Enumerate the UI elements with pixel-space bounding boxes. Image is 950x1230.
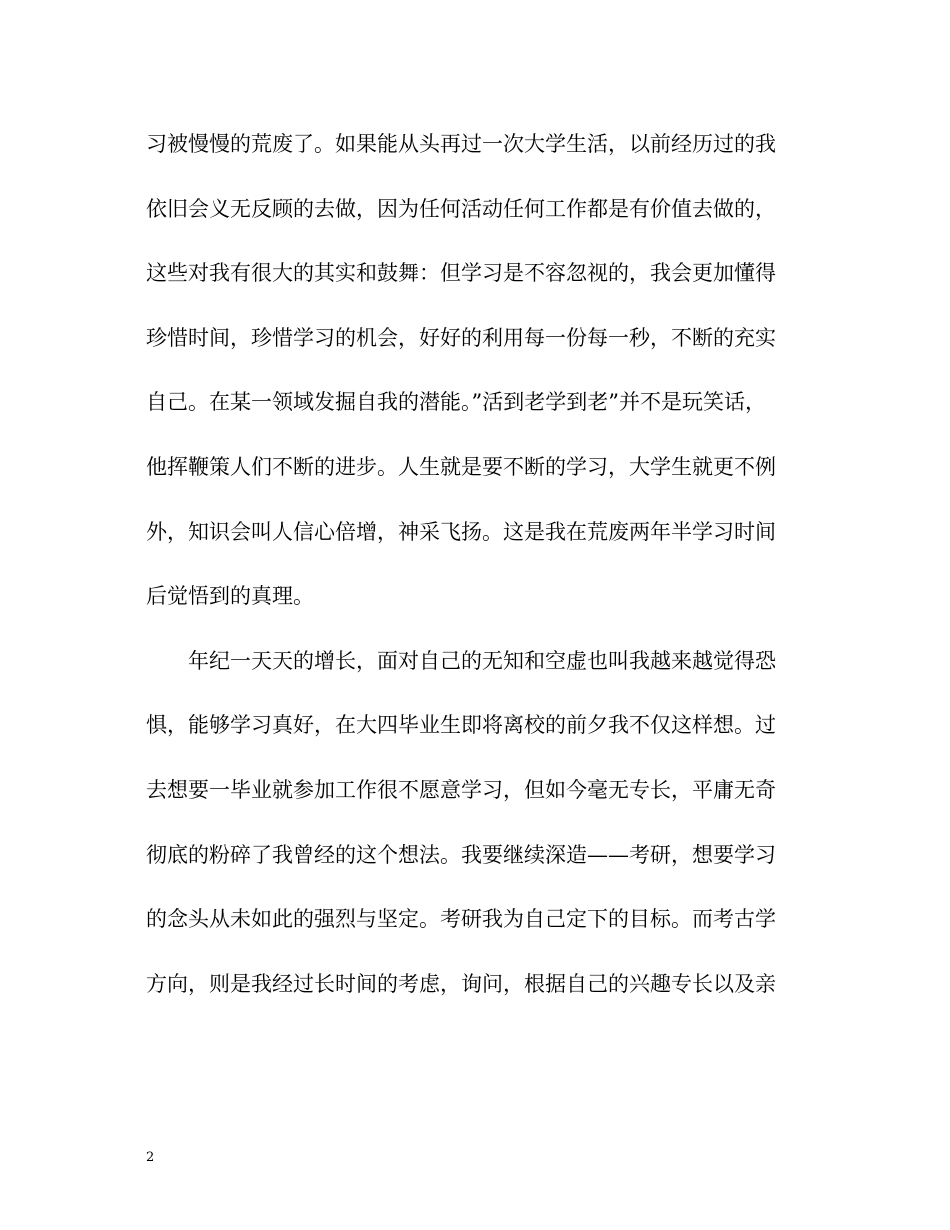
- paragraph-first-line: 年纪一天天的增长，面对自己的无知和空虚也叫我越来越觉得恐: [188, 648, 776, 673]
- text-line: 他挥鞭策人们不断的进步。人生就是要不断的学习，大学生就更不例: [146, 454, 776, 479]
- text-line: 习被慢慢的荒废了。如果能从头再过一次大学生活，以前经历过的我: [146, 132, 776, 156]
- text-line: 去想要一毕业就参加工作很不愿意学习，但如今毫无专长，平庸无奇: [146, 777, 776, 802]
- text-line: 彻底的粉碎了我曾经的这个想法。我要继续深造——考研，想要学习: [146, 842, 776, 867]
- text-line: 珍惜时间，珍惜学习的机会，好好的利用每一份每一秒，不断的充实: [146, 325, 776, 350]
- text-line: 后觉悟到的真理。: [146, 584, 314, 609]
- text-line: 这些对我有很大的其实和鼓舞：但学习是不容忽视的，我会更加懂得: [146, 261, 776, 286]
- text-line: 依旧会义无反顾的去做，因为任何活动任何工作都是有价值去做的，: [146, 196, 776, 221]
- page-number: 2: [146, 1150, 155, 1165]
- text-line: 惧，能够学习真好，在大四毕业生即将离校的前夕我不仅这样想。过: [146, 713, 776, 738]
- text-line: 方向，则是我经过长时间的考虑，询问，根据自己的兴趣专长以及亲: [146, 971, 776, 996]
- text-line: 自己。在某一领域发掘自我的潜能。”活到老学到老”并不是玩笑话，: [146, 390, 766, 415]
- text-line: 外，知识会叫人信心倍增，神采飞扬。这是我在荒废两年半学习时间: [146, 519, 776, 544]
- body-text: [146, 123, 806, 1027]
- text-line: 的念头从未如此的强烈与坚定。考研我为自己定下的目标。而考古学: [146, 907, 776, 932]
